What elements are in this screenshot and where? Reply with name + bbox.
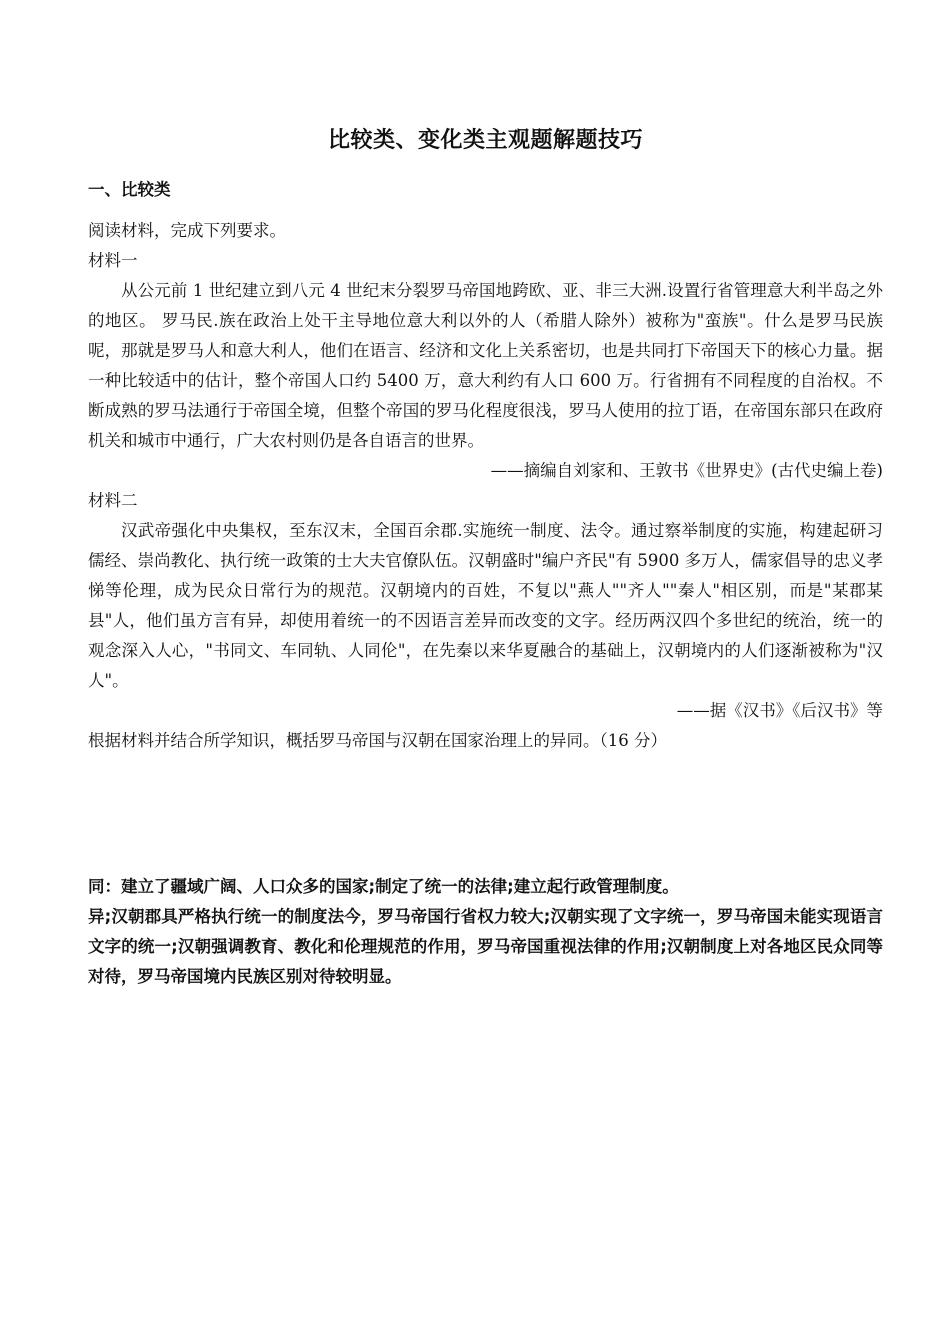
material1-label: 材料一 xyxy=(88,251,138,270)
page-title: 比较类、变化类主观题解题技巧 xyxy=(327,128,643,153)
answer-similarities: 同：建立了疆域广阔、人口众多的国家;制定了统一的法律;建立起行政管理制度。 xyxy=(88,877,679,896)
question-text: 根据材料并结合所学知识，概括罗马帝国与汉朝在国家治理上的异同。（16 分） xyxy=(88,731,667,750)
document-page xyxy=(88,0,883,1344)
section-heading: 一、比较类 xyxy=(88,180,171,199)
material2-text: 汉武帝强化中央集权，至东汉末，全国百余郡.实施统一制度、法令。通过察举制度的实施，构建起研习儒经、崇尚教化、执行统一政策的士大夫官僚队伍。汉朝盛时"编户齐民"有 5900 多万人，儒家倡导的忠义孝悌等伦理，成为民众日常行为的规范。汉朝境内的百姓，不复以"燕人""齐人""秦人"相区别，而是"某郡某县"人，他们虽方言有异，却使用着统一的不因语言差异而改变的文字。经历两汉四个多世纪的统治，统一的观念深入人心，"书同文、车同轨、人同伦"，在先秦以来华夏融合的基础上，汉朝境内的人们逐渐被称为"汉人"。 xyxy=(88,521,883,690)
material2-label: 材料二 xyxy=(88,491,138,510)
question-body xyxy=(88,216,883,756)
material1-source: ——摘编自刘家和、王敦书《世界史》(古代史编上卷) xyxy=(490,461,883,480)
material1-text: 从公元前 1 世纪建立到八元 4 世纪末分裂罗马帝国地跨欧、亚、非三大洲.设置行省管理意大利半岛之外的地区。 罗马民.族在政治上处干主导地位意大利以外的人（希腊人除外）被称为"蛮族"。什么是罗马民族呢，那就是罗马人和意大利人，他们在语言、经济和文化上关系密切，也是共同打下帝国天下的核心力量。据一种比较适中的估计，整个帝国人口约 5400 万，意大利约有人口 600 万。行省拥有不同程度的自治权。不断成熟的罗马法通行于帝国全境，但整个帝国的罗马化程度很浅，罗马人使用的拉丁语，在帝国东部只在政府机关和城市中通行，广大农村则仍是各自语言的世界。 xyxy=(88,281,883,450)
material2-source: ——据《汉书》《后汉书》等 xyxy=(676,701,883,720)
instruction-text: 阅读材料，完成下列要求。 xyxy=(88,221,286,240)
answer-differences: 异;汉朝郡具严格执行统一的制度法今，罗马帝国行省权力较大;汉朝实现了文字统一，罗马帝国未能实现语言文字的统一;汉朝强调教育、教化和伦理规范的作用，罗马帝国重视法律的作用;汉朝制度上对各地区民众同等对待，罗马帝国境内民族区别对待较明显。 xyxy=(88,907,883,986)
answer-block xyxy=(88,872,883,992)
